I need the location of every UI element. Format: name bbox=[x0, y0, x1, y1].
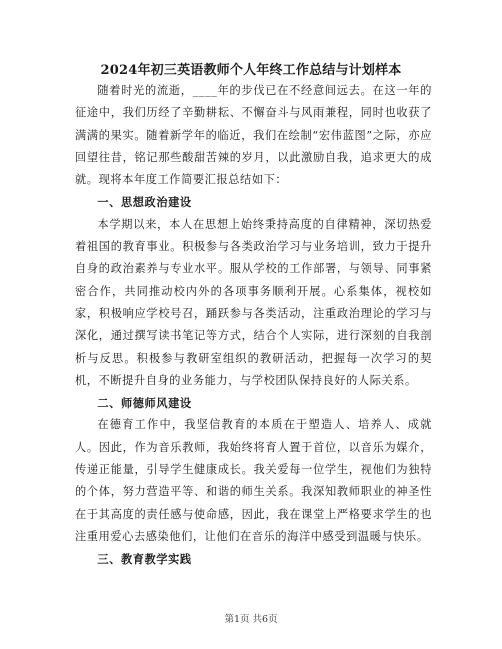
section-body-ethics: 在德育工作中，我坚信教育的本质在于塑造人、培养人、成就人。因此，作为音乐教师，我始终将育人置于首位，以音乐为媒介，传递正能量，引导学生健康成长。我关爱每一位学生，视他们为独特的个体，努力营造平等、和谐的师生关系。我深知教师职业的神圣性在于其高度的责任感与使命感，因此，我在课堂上严格要求学生的也注重用爱心去感染他们，让他们在音乐的海洋中感受到温暖与快乐。 bbox=[75, 418, 432, 543]
page-number: 第1页 共6页 bbox=[224, 614, 278, 625]
document-title: 2024年初三英语教师个人年终工作总结与计划样本 bbox=[100, 63, 402, 78]
intro-paragraph: 随着时光的流逝，____年的步伐已在不经意间远去。在这一年的征途中，我们历经了辛勤耕耘、不懈奋斗与风雨兼程，同时也收获了满满的果实。随着新学年的临近，我们在绘制“宏伟蓝图”之际，亦应回望往昔，铭记那些酸甜苦辣的岁月，以此激励自我，追求更大的成就。现将本年度工作简要汇报总结如下： bbox=[75, 84, 432, 187]
document-body bbox=[75, 80, 432, 571]
section-heading-teaching: 三、教育教学实践 bbox=[97, 552, 192, 567]
section-body-political: 本学期以来，本人在思想上始终秉持高度的自律精神，深切热爱着祖国的教育事业。积极参与各类政治学习与业务培训，致力于提升自身的政治素养与专业水平。服从学校的工作部署，与领导、同事紧密合作，共同推动校内外的各项事务顺利开展。心系集体，视校如家，积极响应学校号召，踊跃参与各类活动，注重政治理论的学习与深化，通过撰写读书笔记等方式，结合个人实际，进行深刻的自我剖析与反思。积极参与教研室组织的教研活动，把握每一次学习的契机，不断提升自身的业务能力，与学校团队保持良好的人际关系。 bbox=[75, 217, 432, 387]
section-heading-ethics: 二、师德师风建设 bbox=[97, 396, 192, 411]
section-heading-political: 一、思想政治建设 bbox=[97, 195, 192, 210]
